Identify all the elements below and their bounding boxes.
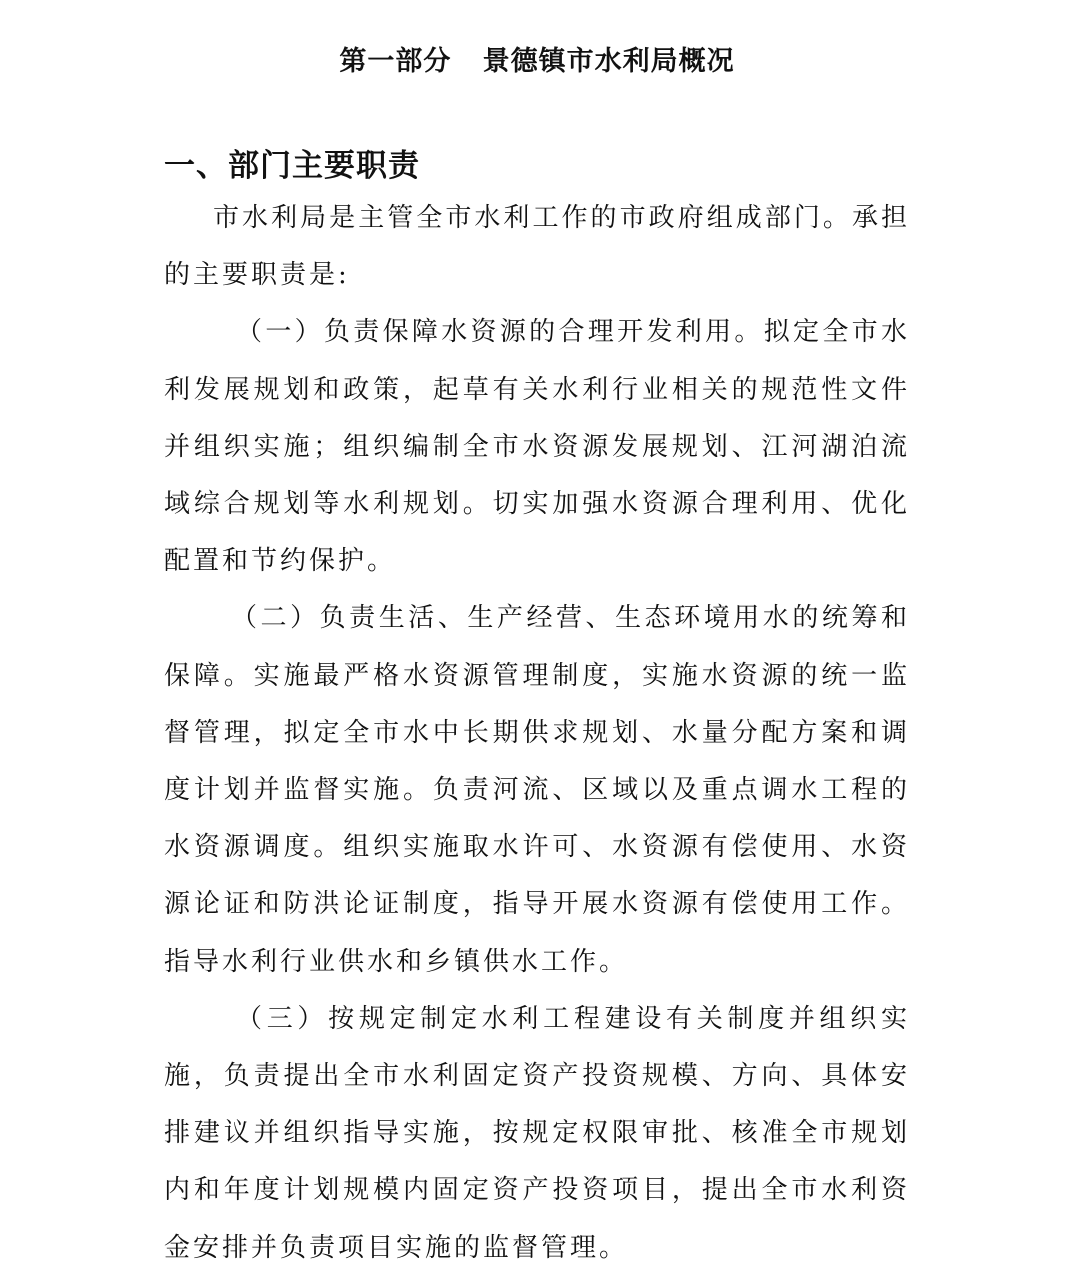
section-heading: 一、部门主要职责: [164, 148, 420, 184]
paragraph-intro: 市水利局是主管全市水利工作的市政府组成部门。承担的主要职责是:: [164, 203, 910, 291]
paragraph-duty-3: （三）按规定制定水利工程建设有关制度并组织实施，负责提出全市水利固定资产投资规模、方向、具体安排建议并组织指导实施，按规定权限审批、核准全市规划内和年度计划规模内固定资产投资项目，提出全市水利资金安排并负责项目实施的监督管理。: [164, 1003, 910, 1263]
body-text: [164, 190, 910, 1277]
paragraph-duty-2: （二）负责生活、生产经营、生态环境用水的统筹和保障。实施最严格水资源管理制度，实施水资源的统一监督管理，拟定全市水中长期供求规划、水量分配方案和调度计划并监督实施。负责河流、区域以及重点调水工程的水资源调度。组织实施取水许可、水资源有偿使用、水资源论证和防洪论证制度，指导开展水资源有偿使用工作。指导水利行业供水和乡镇供水工作。: [164, 603, 910, 977]
paragraph-duty-1: （一）负责保障水资源的合理开发利用。拟定全市水利发展规划和政策，起草有关水利行业相关的规范性文件并组织实施；组织编制全市水资源发展规划、江河湖泊流域综合规划等水利规划。切实加强水资源合理利用、优化配置和节约保护。: [164, 317, 910, 577]
page-title: 第一部分 景德镇市水利局概况: [339, 46, 735, 77]
